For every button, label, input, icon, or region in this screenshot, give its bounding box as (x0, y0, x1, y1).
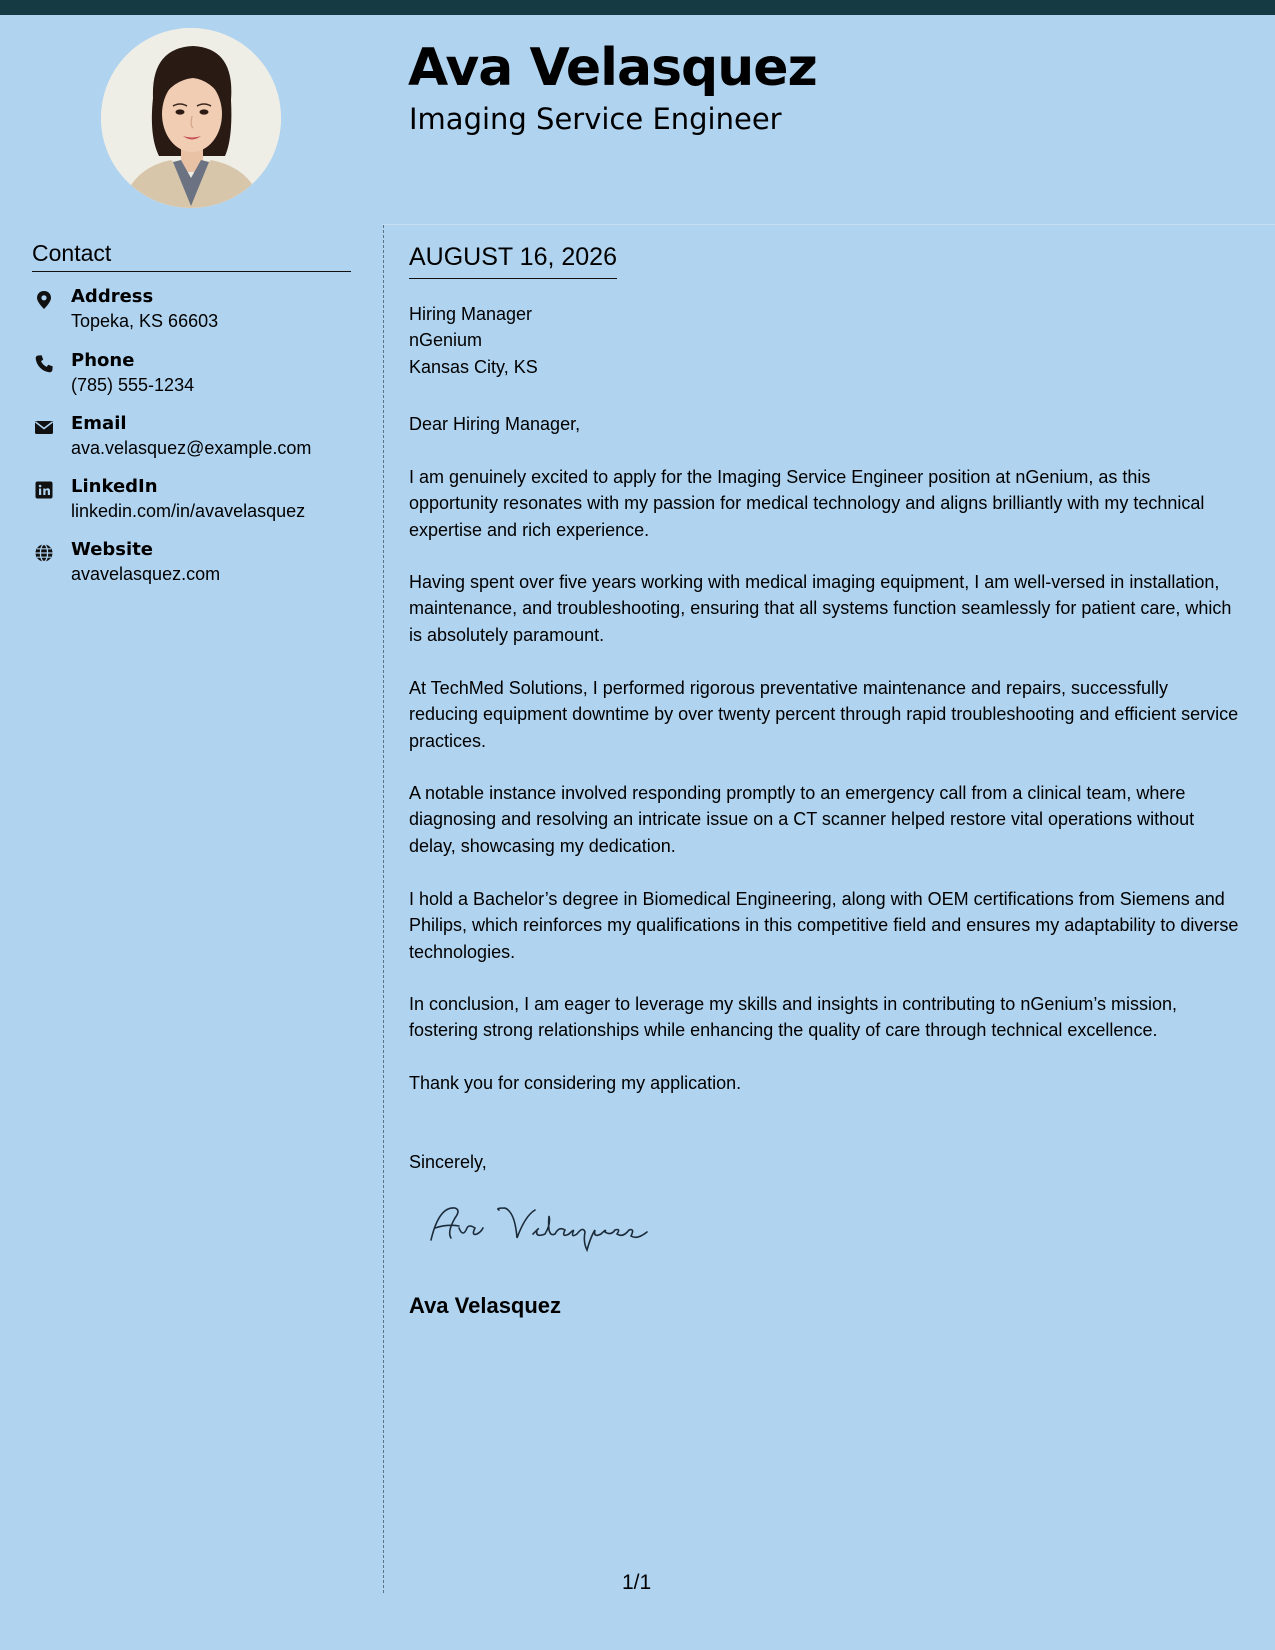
contact-item-linkedin (32, 476, 362, 526)
salutation: Dear Hiring Manager, (409, 414, 581, 434)
contact-label: Address (71, 286, 154, 307)
letter-paragraph: In conclusion, I am eager to leverage my skills and insights in contributing to nGenium’s mission, fostering strong relationships while enhancing the quality of care through technical excellence. (409, 994, 1178, 1041)
envelope-icon (34, 417, 54, 437)
email-value: ava.velasquez@example.com (71, 438, 312, 458)
column-divider (383, 225, 384, 1593)
job-title: Imaging Service Engineer (409, 102, 782, 136)
top-bar (0, 0, 1275, 15)
letter-paragraph: At TechMed Solutions, I performed rigorous preventative maintenance and repairs, successfully reducing equipment downtime by over twenty percent through rapid troubleshooting and efficient service practices. (409, 678, 1239, 751)
contact-item-address (32, 286, 362, 336)
globe-icon (34, 543, 54, 563)
contact-label: LinkedIn (71, 476, 158, 497)
letter-paragraph: A notable instance involved responding promptly to an emergency call from a clinical team, where diagnosing and resolving an intricate issue on a CT scanner helped restore vital operations without delay, showcasing my dedication. (409, 783, 1195, 856)
recipient-line: Hiring Manager (409, 304, 533, 324)
map-pin-icon (34, 290, 54, 310)
handwritten-signature (425, 1198, 665, 1258)
signer-name: Ava Velasquez (409, 1293, 562, 1318)
contact-item-email (32, 413, 362, 463)
website-value[interactable]: avavelasquez.com (71, 564, 221, 584)
closing: Sincerely, (409, 1152, 487, 1172)
address-value: Topeka, KS 66603 (71, 311, 219, 331)
phone-value: (785) 555-1234 (71, 375, 195, 395)
letter-paragraph: I hold a Bachelor’s degree in Biomedical Engineering, along with OEM certifications from Siemens and Philips, which reinforces my qualifications in this competitive field and ensures my adaptability to diverse technologies. (409, 889, 1239, 962)
linkedin-icon (34, 480, 54, 500)
recipient-line: Kansas City, KS (409, 356, 538, 377)
letter-paragraph: Having spent over five years working with medical imaging equipment, I am well-versed in installation, maintenance, and troubleshooting, ensuring that all systems function seamlessly for patient care, which is absolutely paramount. (409, 572, 1232, 645)
page-number: 1/1 (622, 1571, 652, 1594)
linkedin-value[interactable]: linkedin.com/in/avavelasquez (71, 501, 306, 521)
contact-heading: Contact (32, 240, 351, 272)
recipient-line: nGenium (409, 330, 483, 351)
profile-photo (101, 28, 281, 208)
header-divider (382, 224, 1275, 225)
contact-label: Email (71, 413, 127, 434)
contact-label: Phone (71, 350, 135, 371)
letter-paragraph: I am genuinely excited to apply for the Imaging Service Engineer position at nGenium, as this opportunity resonates with my passion for medical technology and aligns brilliantly with my technical expertise and rich experience. (409, 467, 1205, 540)
candidate-name: Ava Velasquez (408, 38, 817, 98)
contact-item-phone (32, 350, 362, 400)
contact-item-website (32, 539, 362, 589)
phone-icon (34, 354, 54, 374)
recipient-block (409, 301, 1239, 380)
letter-paragraph: Thank you for considering my application. (409, 1073, 742, 1093)
contact-label: Website (71, 539, 154, 560)
letter-date: AUGUST 16, 2026 (409, 243, 617, 279)
